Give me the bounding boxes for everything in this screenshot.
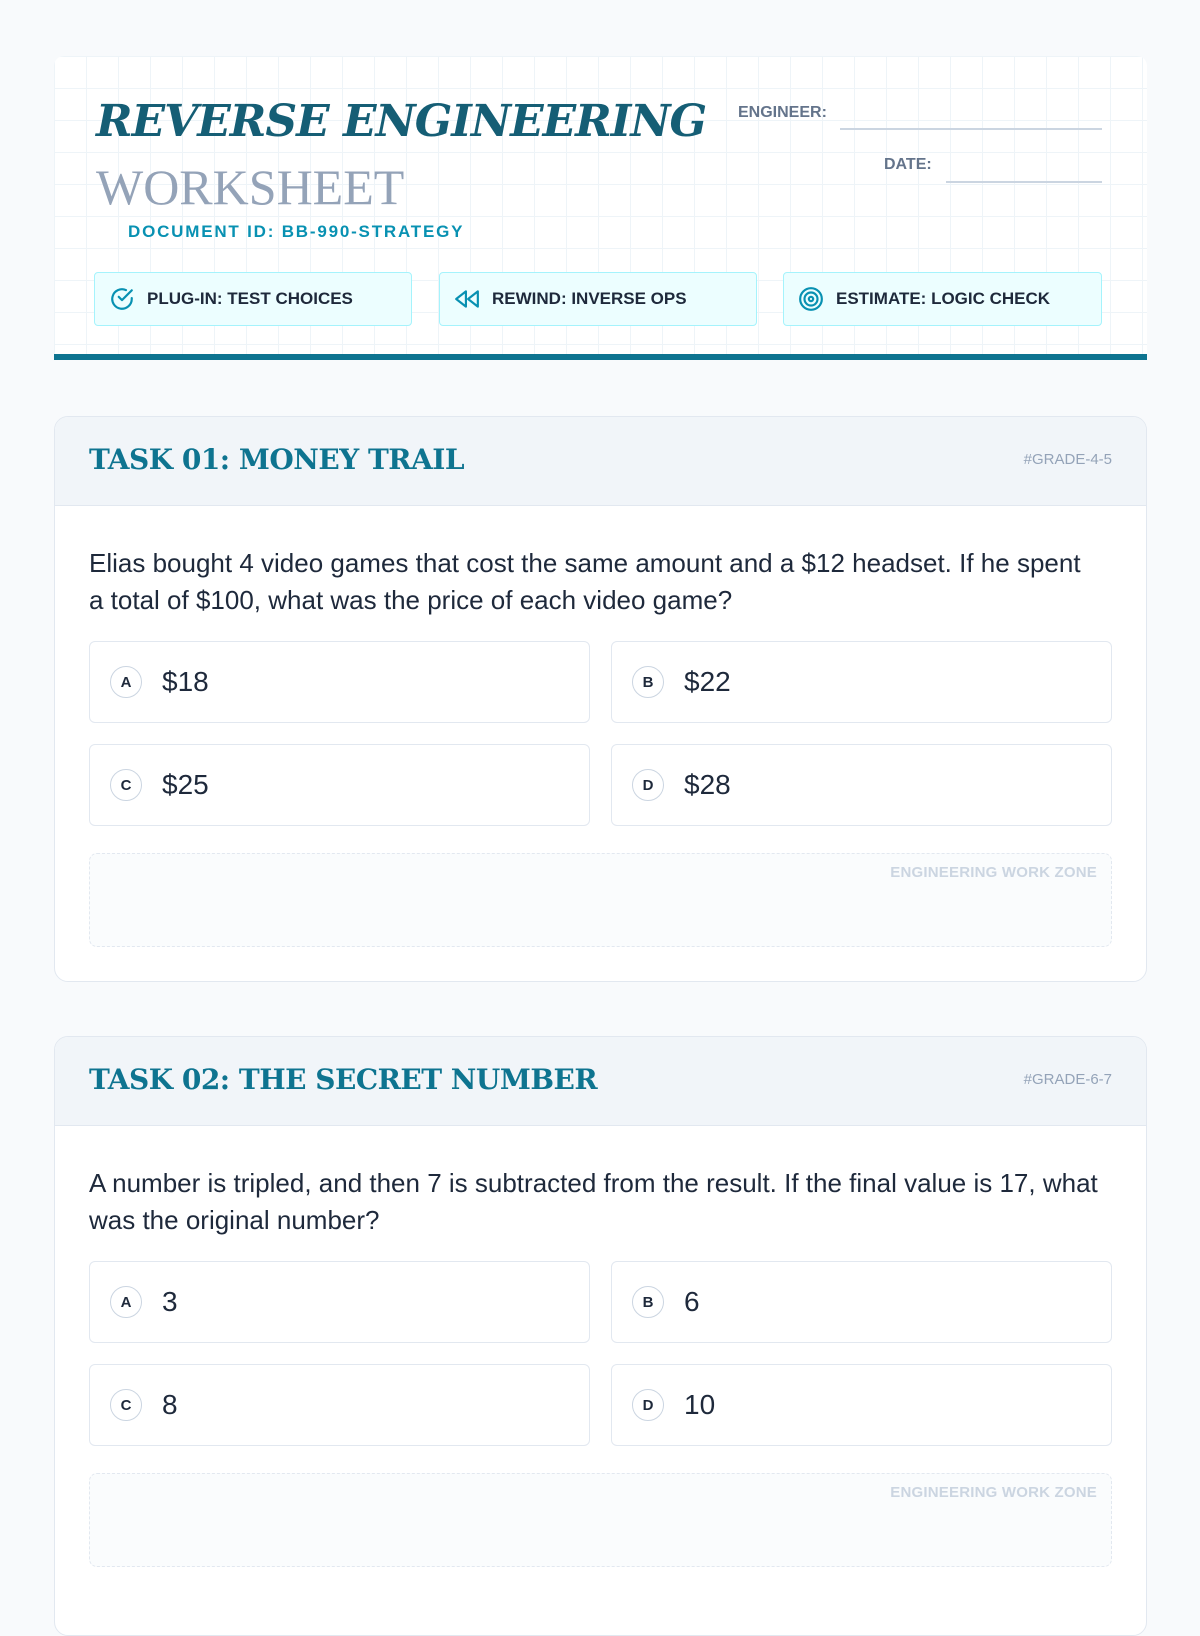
work-zone-label: ENGINEERING WORK ZONE [890,1484,1097,1501]
choice-value: $25 [162,769,209,800]
task-header [55,1037,1146,1126]
task-card [54,1036,1147,1636]
choice-d[interactable] [611,744,1112,826]
document-id: DOCUMENT ID: BB-990-STRATEGY [128,222,465,241]
choice-value: $18 [162,666,209,697]
strategy-label: PLUG-IN: TEST CHOICES [147,289,353,308]
engineer-label: ENGINEER: [738,104,827,121]
rewind-icon [454,286,480,312]
target-icon [798,286,824,312]
choice-value: $28 [684,769,731,800]
task-question: Elias bought 4 video games that cost the same amount and a $12 headset. If he spent a total of $100, what was the price of each video game? [89,548,1081,615]
choice-c[interactable] [89,744,590,826]
engineer-field[interactable] [840,128,1102,130]
choice-a[interactable] [89,1261,590,1343]
choice-value: 3 [162,1286,178,1317]
choice-b[interactable] [611,641,1112,723]
page-subtitle: WORKSHEET [96,159,405,215]
choice-value: $22 [684,666,731,697]
choice-letter: B [632,666,664,698]
choice-letter: D [632,1389,664,1421]
choice-letter: A [110,666,142,698]
choice-letter: B [632,1286,664,1318]
work-zone[interactable] [89,1473,1112,1567]
choice-letter: A [110,1286,142,1318]
choice-d[interactable] [611,1364,1112,1446]
choice-a[interactable] [89,641,590,723]
choice-c[interactable] [89,1364,590,1446]
task-card [54,416,1147,982]
strategy-estimate[interactable] [783,272,1102,326]
page-title: REVERSE ENGINEERING [96,96,707,147]
check-circle-icon [109,286,135,312]
date-label: DATE: [884,156,932,173]
worksheet-header [54,56,1147,360]
choice-value: 10 [684,1389,716,1420]
grade-tag: #GRADE-4-5 [1023,451,1112,468]
strategy-label: REWIND: INVERSE OPS [492,289,687,308]
strategy-plug-in[interactable] [94,272,412,326]
choice-b[interactable] [611,1261,1112,1343]
choice-letter: D [632,769,664,801]
task-title: TASK 01: MONEY TRAIL [89,443,465,476]
choice-letter: C [110,1389,142,1421]
choice-letter: C [110,769,142,801]
date-field[interactable] [946,181,1102,183]
choice-value: 8 [162,1389,178,1420]
strategy-label: ESTIMATE: LOGIC CHECK [836,289,1051,308]
strategy-rewind[interactable] [439,272,757,326]
task-question: A number is tripled, and then 7 is subtracted from the result. If the final value is 17, what was the original number? [89,1168,1098,1235]
work-zone-label: ENGINEERING WORK ZONE [890,864,1097,881]
grade-tag: #GRADE-6-7 [1023,1071,1112,1088]
task-header [55,417,1146,506]
work-zone[interactable] [89,853,1112,947]
choice-value: 6 [684,1286,700,1317]
task-title: TASK 02: THE SECRET NUMBER [89,1063,598,1096]
